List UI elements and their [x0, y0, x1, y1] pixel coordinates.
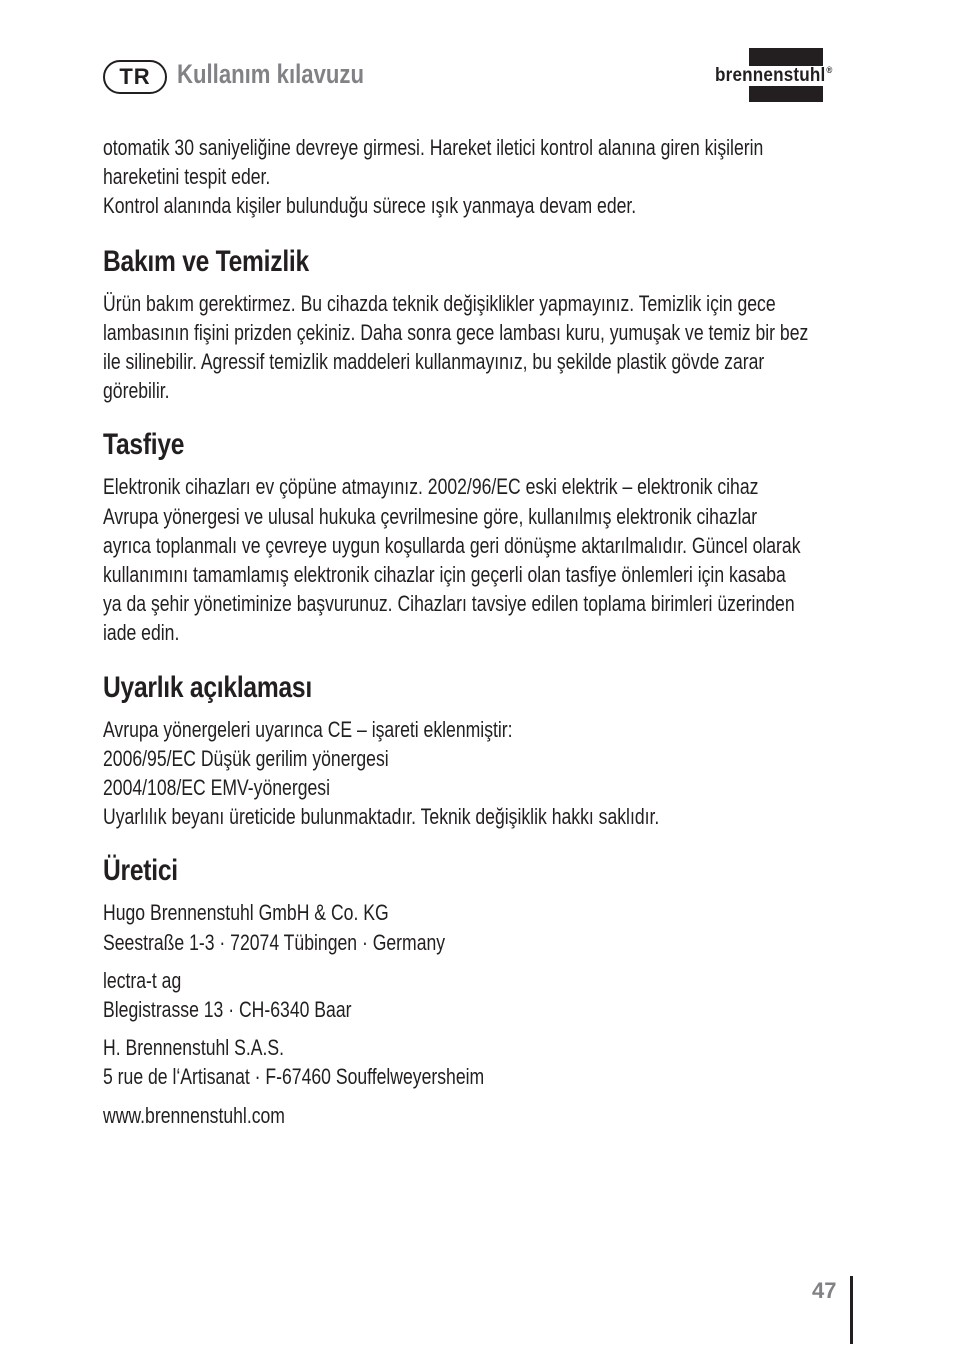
page-content: [103, 133, 843, 1130]
text-line: otomatik 30 saniyeliğine devreye girmesi. Hareket iletici kontrol alanına giren kişilerin: [103, 135, 764, 160]
footer-divider: [850, 1276, 853, 1344]
logo-bar-bottom: [749, 86, 823, 102]
manufacturer-address: [103, 1033, 843, 1091]
conformity-paragraph: [103, 715, 843, 832]
text-line: ile silinebilir. Agressif temizlik maddeleri kullanmayınız, bu şekilde plastik gövde zarar: [103, 349, 765, 375]
manual-title: Kullanım kılavuzu: [177, 59, 365, 89]
text-line: Kontrol alanında kişiler bulunduğu sürece ışık yanmaya devam eder.: [103, 193, 637, 219]
logo-wordmark-text: brennenstuhl: [715, 65, 826, 86]
address-company: H. Brennenstuhl S.A.S.: [103, 1035, 284, 1061]
logo-bar-top: [749, 48, 823, 66]
address-street: Blegistrasse 13 · CH-6340 Baar: [103, 997, 352, 1023]
website-link[interactable]: www.brennenstuhl.com: [103, 1102, 285, 1128]
address-company: Hugo Brennenstuhl GmbH & Co. KG: [103, 900, 389, 926]
brand-logo: [715, 48, 865, 110]
manufacturer-address: [103, 898, 843, 956]
page-header: [103, 58, 863, 114]
section-title-conformity: Uyarlık açıklaması: [103, 670, 312, 704]
page-number: 47: [812, 1278, 837, 1303]
text-line: Avrupa yönergesi ve ulusal hukuka çevrilmesine göre, kullanılmış elektronik cihazlar: [103, 503, 758, 529]
language-badge: TR: [103, 60, 167, 94]
text-line: Elektronik cihazları ev çöpüne atmayınız. 2002/96/EC eski elektrik – elektronik cihaz: [103, 474, 759, 500]
text-line: ya da şehir yönetiminize başvurunuz. Cihazları tavsiye edilen toplama birimleri üzerinden: [103, 591, 795, 617]
text-line: ayrıca toplanmalı ve çevreye uygun koşullarda geri dönüşme aktarılmalıdır. Güncel olarak: [103, 532, 801, 558]
text-line: kullanımını tamamlamış elektronik cihazlar için geçerli olan tasfiye önlemleri için kasaba: [103, 562, 786, 588]
section-title-manufacturer: Üretici: [103, 854, 178, 888]
text-line: Avrupa yönergeleri uyarınca CE – işareti eklenmiştir:: [103, 716, 513, 742]
address-street: 5 rue de l‘Artisanat · F-67460 Souffelweyersheim: [103, 1064, 485, 1090]
text-line: Uyarlılık beyanı üreticide bulunmaktadır. Teknik değişiklik hakkı saklıdır.: [103, 804, 660, 830]
manufacturer-address: [103, 966, 843, 1024]
text-line: Ürün bakım gerektirmez. Bu cihazda teknik değişiklikler yapmayınız. Temizlik için gece: [103, 290, 776, 316]
registered-mark: ®: [826, 65, 833, 75]
address-company: lectra-t ag: [103, 967, 182, 993]
section-title-maintenance: Bakım ve Temizlik: [103, 244, 309, 278]
disposal-paragraph: [103, 472, 843, 647]
text-line: 2006/95/EC Düşük gerilim yönergesi: [103, 745, 389, 771]
section-title-disposal: Tasfiye: [103, 428, 185, 462]
text-line: hareketini tespit eder.: [103, 164, 271, 190]
logo-wordmark: [715, 65, 833, 87]
maintenance-paragraph: [103, 289, 843, 406]
address-street: Seestraße 1-3 · 72074 Tübingen · Germany: [103, 929, 446, 955]
text-line: iade edin.: [103, 620, 180, 646]
website-paragraph: [103, 1101, 843, 1130]
text-line: lambasının fişini prizden çekiniz. Daha sonra gece lambası kuru, yumuşak ve temiz bir bez: [103, 319, 809, 345]
text-line: 2004/108/EC EMV-yönergesi: [103, 775, 330, 801]
intro-paragraph: [103, 133, 843, 221]
text-line: görebilir.: [103, 378, 170, 404]
